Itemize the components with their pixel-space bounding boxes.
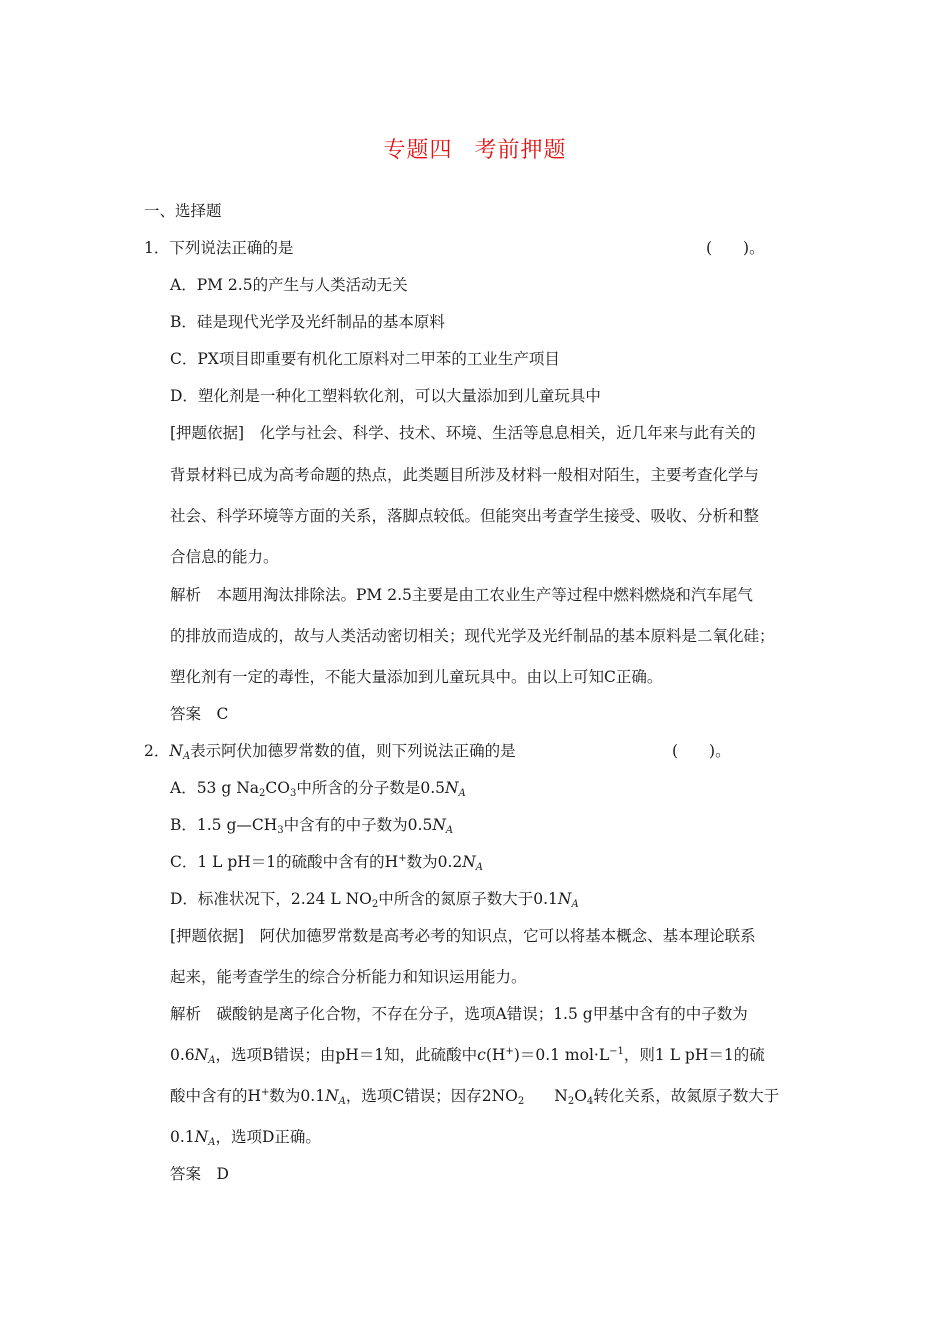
q1-analysis-line-2: 的排放而造成的，故与人类活动密切相关；现代光学及光纤制品的基本原料是二氧化硅； xyxy=(170,627,775,645)
na-symbol: $N_A$ xyxy=(462,853,484,873)
na-symbol: $N_A$ xyxy=(557,890,579,910)
q2-option-a: A．53 g $Na_2CO_3$中所含的分子数是$0.5N_A$ xyxy=(170,779,466,799)
q1-basis-line-4: 合信息的能力。 xyxy=(170,548,279,566)
q2-option-b: B．1.5 $g—CH_3$中含有的中子数为$0.5N_A$ xyxy=(170,816,454,836)
q2-option-d: D．标准状况下，2.24 L $NO_2$中所含的氮原子数大于$0.1N_A$ xyxy=(170,890,579,910)
q1-basis-line-3: 社会、科学环境等方面的关系，落脚点较低。但能突出考查学生接受、吸收、分析和整 xyxy=(170,507,760,525)
q1-basis-line-1: [押题依据] 化学与社会、科学、技术、环境、生活等息息相关，近几年来与此有关的 xyxy=(170,424,756,442)
q2-answer: 答案 D xyxy=(170,1165,229,1183)
na-symbol: $N_A$ xyxy=(325,1087,346,1107)
q1-answer: 答案 C xyxy=(170,705,229,723)
q2-stem-text: 表示阿伏加德罗常数的值，则下列说法正确的是 xyxy=(190,742,516,760)
q1-analysis-line-3: 塑化剂有一定的毒性，不能大量添加到儿童玩具中。由以上可知C正确。 xyxy=(170,668,663,686)
section-heading: 一、选择题 xyxy=(144,202,222,220)
q1-answer-paren: ( )。 xyxy=(706,239,765,257)
q1-option-a: A．PM 2.5的产生与人类活动无关 xyxy=(170,276,408,294)
q2-analysis-line-4: $0.1N_A$，选项D正确。 xyxy=(170,1128,321,1148)
q2-basis-line-2: 起来，能考查学生的综合分析能力和知识运用能力。 xyxy=(170,968,527,986)
q2-analysis-line-2: $0.6N_A$，选项B错误；由pH＝1知，此硫酸中c(H+)＝0.1 $mol\cdot L^{-1}$，则1 L pH＝1的硫 xyxy=(170,1046,765,1066)
q1-option-c: C．PX项目即重要有机化工原料对二甲苯的工业生产项目 xyxy=(170,350,560,368)
q1-stem: 1．下列说法正确的是 xyxy=(144,239,294,257)
q2-stem xyxy=(144,740,516,762)
q2-analysis-line-3: 酸中含有的H+数为$0.1N_A$，选项C错误；因存$2NO_2$ $N_2O_4$转化关系，故氮原子数大于 xyxy=(170,1087,780,1107)
q1-option-b: B．硅是现代光学及光纤制品的基本原料 xyxy=(170,313,445,331)
q2-analysis-line-1: 解析 碳酸钠是离子化合物，不存在分子，选项A错误；1.5 g甲基中含有的中子数为 xyxy=(170,1005,748,1023)
q2-basis-line-1: [押题依据] 阿伏加德罗常数是高考必考的知识点，它可以将基本概念、基本理论联系 xyxy=(170,927,756,945)
q2-number: 2． xyxy=(144,742,170,760)
q2-answer-paren: ( )。 xyxy=(672,742,731,760)
na-symbol: $N_A$ xyxy=(194,1128,216,1148)
title-part-2: 考前押题 xyxy=(474,138,567,163)
q1-analysis-line-1: 解析 本题用淘汰排除法。PM 2.5主要是由工农业生产等过程中燃料燃烧和汽车尾气 xyxy=(170,586,753,604)
na-symbol: $N_A$ xyxy=(194,1046,216,1066)
page-title xyxy=(0,133,950,164)
na-symbol: $N_A$ xyxy=(444,779,466,799)
na-symbol: $N_A$ xyxy=(169,742,191,762)
q1-option-d: D．塑化剂是一种化工塑料软化剂，可以大量添加到儿童玩具中 xyxy=(170,387,601,405)
q1-basis-line-2: 背景材料已成为高考命题的热点，此类题目所涉及材料一般相对陌生，主要考查化学与 xyxy=(170,466,760,484)
na-symbol: $N_A$ xyxy=(432,816,454,836)
title-part-1: 专题四 xyxy=(383,138,453,163)
q2-option-c: C．1 L pH＝1的硫酸中含有的H+数为$0.2N_A$ xyxy=(170,853,484,873)
